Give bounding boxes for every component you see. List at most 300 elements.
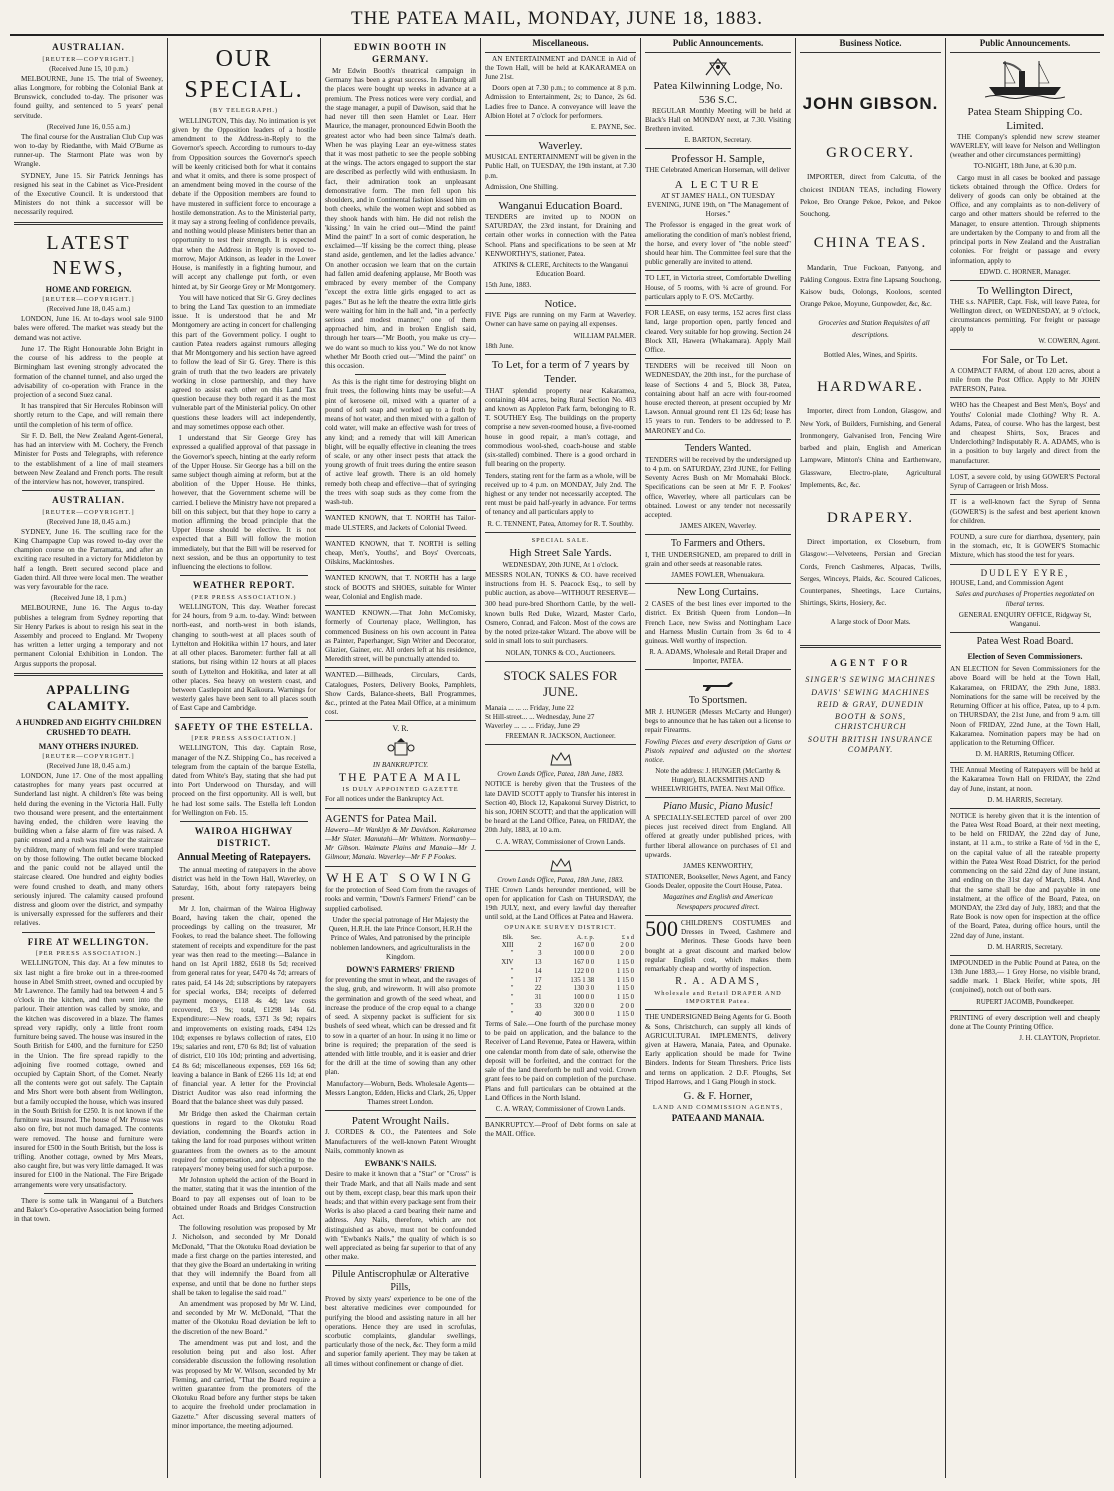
- ad-text: IMPORTER, direct from Calcutta, of the choicest INDIAN TEAS, including Flowery Pekoe, Bro Orange Pekoe, Pekoe, and Pekoe Souchong.: [800, 173, 941, 219]
- article-paragraph: SYDNEY, June 16. The sculling race for the King Champagne Cup was rowed to-day over the champion course on the Parramatta, and after an exciting race resulted in a victory for Middleton by half a length. Brett secured second place and Gaden third. All three were local men. The weather was very favourable for the race.: [14, 527, 163, 592]
- land-table-cell: 100 0 0: [573, 950, 595, 958]
- latest-news-heading: LATEST NEWS,: [46, 231, 131, 280]
- land-table-row: [485, 950, 636, 959]
- agents-heading: AGENTS for Patea Mail.: [325, 812, 437, 825]
- horner-ad: [645, 1009, 791, 1125]
- hardware-heading: HARDWARE.: [817, 379, 924, 396]
- column-4: [481, 38, 640, 1478]
- ad-heading: SPECIAL SALE.: [531, 536, 590, 544]
- ad-text: Manufactory—Woburn, Beds. Wholesale Agents—Messrs Langton, Edden, Hicks and Clark, 26, Upper Thames street London.: [325, 1079, 476, 1107]
- agency-item: SOUTH BRITISH INSURANCE COMPANY.: [807, 734, 934, 754]
- divider: [800, 645, 941, 648]
- received-line: (Received June 18, 0.45 a.m.): [46, 761, 131, 770]
- wanted-ad: [325, 536, 476, 568]
- signature: E. BARTON, Secretary.: [684, 136, 752, 145]
- divider: [180, 821, 308, 822]
- divider: [22, 932, 155, 933]
- ad-text: PRINTING of every description well and cheaply done at The County Printing Office.: [950, 1013, 1100, 1031]
- ad-date: WEDNESDAY, 20th JUNE, At 1 o'clock.: [502, 560, 619, 569]
- stock-row: Waverley ... ... ... Friday, June 29: [485, 722, 580, 731]
- ad-text: THE Annual Meeting of Ratepayers will be held at the Kakaramea Town Hall on FRIDAY, the 22nd day of June, instant, at noon.: [950, 766, 1100, 793]
- tolet-ad: [485, 354, 636, 528]
- public-announcements-header: Public Announcements.: [645, 38, 791, 53]
- signature: JAMES KENWORTHY,: [683, 862, 753, 871]
- ad-heading: DUDLEY EYRE,: [980, 567, 1070, 578]
- article-paragraph: LONDON, June 16. At to-days wool sale 9100 bales were offered. The market was steady but the demand was not active.: [14, 315, 163, 342]
- rate-notice-ad: [950, 808, 1100, 952]
- ad-text: WANTED KNOWN.—That John McComisky, formerly of Courtenay place, Wellington, has commenced Business on his own account in Patea as Painter, Paperhanger, Sign Writer and Decorator, Glazier, Gainer, etc. All orders left at his residence, Meredith street, will be punctually attended to.: [325, 609, 476, 664]
- article-paragraph: As this is the right time for destroying blight on fruit trees, the following hints may be useful:—A pint of kerosene oil, mixed with a quarter of a pound of soft soap and worked up to a froth by means of hot water, and then mixed with a gallon of cold water, will make an effective wash for trees of any kind; and a remedy that will kill American blight, will be equally effective in cleaning the trees of scale, or any other insect pests that attack the young growth of fruit trees during the entire season of active leaf growth. There is an old homely remedy both cheap and effective—that of syringing the trees with soap suds as they come from the wash-tub.: [325, 378, 476, 507]
- newspaper-page: [10, 4, 1104, 1484]
- section-heading: FIRE AT WELLINGTON.: [27, 936, 150, 947]
- masonic-emblem-icon: [698, 55, 738, 77]
- signature: EDWD. C. HORNER, Manager.: [979, 267, 1071, 276]
- signature: D. M. HARRIS, Secretary.: [987, 942, 1063, 951]
- signature: R. C. TENNENT, Patea, Attorney for R. T. Southby.: [487, 519, 634, 528]
- ad-text: REGULAR Monthly Meeting will be held at Black's Hall on MONDAY next, at 7.30. Visiting Brethren invited.: [645, 106, 791, 134]
- children-ad: [645, 915, 791, 1006]
- signature: D. M. HARRIS, Secretary.: [987, 795, 1063, 804]
- land-table-cell: ": [510, 985, 514, 993]
- ad-text: for preventing the smut in wheat, and the ravages of the slug, grub, and wireworm. It will also promote the germination and growth of the seed wheat, and increase the produce of the crop equal to a change of seed. A sixpenny packet is sufficient for six bushels of seed wheat, which can be dressed and fit to sow in a quarter of an hour. In using it no lime or brine is required; the preparation of the seed is attended with little trouble, and it is easier and drier for the drill at the time of sowing than any other plan.: [325, 976, 476, 1077]
- road-board-ad: [950, 632, 1100, 759]
- section-heading: EDWIN BOOTH IN GERMANY.: [353, 42, 447, 64]
- ad-text: WANTED KNOWN, that T. NORTH has a large stock of BOOTS and SHOES, suitable for Winter wear, Colonial and English made.: [325, 574, 476, 601]
- wanted-ad: [325, 510, 476, 532]
- ad-text: Hawera—Mr Wanklyn & Mr Davidson. Kakaramea—Mr Slater. Manutahi—Mr Whittem. Normanby—Mr Gibson. Waimate Plains and Manaia—Mr J. Gilmour, Manaia. Waverley—Mr F P Fookes.: [325, 825, 476, 862]
- wanganui-ad: [485, 195, 636, 290]
- section-heading: WAIROA HIGHWAY DISTRICT.: [194, 826, 294, 848]
- divider: [180, 575, 308, 576]
- article-paragraph: WELLINGTON, This day. Weather forecast for 24 hours, from 9 a.m. to-day. Wind: between north-east, and north-west in both islands, changing to south-west at all places south of Lyttelton and Hokitika within 17 hours, and later at all other places. Barometer: further fall at all stations, but rising within 12 hours at all places south of Lyttelton and Hokitika, and later at all other places. Sea heavy on western coast, and between Castlepoint and Kaikoura. Warnings for westerly gales have been sent to all places south of East Cape and Cambridge.: [172, 603, 316, 713]
- nails-heading: Patent Wrought Nails.: [351, 1115, 450, 1128]
- land-table-cell: 31: [534, 993, 542, 1001]
- signature: JAMES AIKEN, Waverley.: [679, 522, 757, 531]
- bankruptcy-ad: [485, 1117, 636, 1139]
- ad-text: WHO has the Cheapest and Best Men's, Boys' and Youths' Colonial made Clothing? Why R. A. Adams, Patea, of course. Who has the largest, best and cheapest Shirts, Sox, Braces and Underclothing? Indisputably R. A. ADAMS, who is in a position to buy largely and direct from the manufacturer.: [950, 401, 1100, 465]
- column-7: [946, 38, 1104, 1478]
- ad-text: IT is a well-known fact the Syrup of Senna (GOWER'S) is the safest and best aperient known for children.: [950, 498, 1100, 525]
- article-paragraph: WELLINGTON, This day. At a few minutes to six last night a fire broke out in a three-roomed house in Abel Smith street, owned and occupied by Mr Lawrence. The family had tea between 4 and 5 o'clock in the kitchen, and then went into the parlour. Their attention was called by smoke, and the kitchen was discovered in a blaze. The flames spread very rapidly, only a little front room furniture being saved. The house was insured in the South British for £400, and the furniture for £250 in the Union. The fire spread rapidly to the adjoining five roomed cottage, owned and occupied by Captain Short, of the Comet. Nearly all the contents were got out safely. The Captain and Mrs Short were both absent from Wellington, but a family occupied the house, which was insured in the South British for £250. It is not known if the furniture was insured. The house of Mr Prouse was also on fire, but not much damaged. The contents were removed. The house and furniture were insured for £500 in the South British, but the loss is trifling. Another cottage, owned by Mrs Mears, also caught fire, but was very little damaged. It was insured for £100 in the National. The Fire Brigade arrangements were very unsatisfactory.: [14, 959, 163, 1189]
- ad-text: MUSICAL ENTERTAINMENT will be given in the Public Hall, on TUESDAY, the 19th instant, at 7.30 p.m.: [485, 153, 636, 180]
- credit-line: (PER PRESS ASSOCIATION.): [191, 593, 297, 601]
- agency-item: SINGER'S SEWING MACHINES: [805, 675, 936, 685]
- signature: Note the address: J. HUNGER (McCarthy & Hunger), BLACKSMITHS AND WHEELWRIGHTS, PATEA. Next Mail Office.: [651, 767, 785, 794]
- ad-date: 18th June.: [485, 342, 514, 351]
- land-table-row: [485, 959, 636, 968]
- sale-ad: [485, 532, 636, 658]
- tenders-wanted-ad: [645, 439, 791, 531]
- signature: R. A. ADAMS,: [675, 976, 761, 988]
- ad-text: A COMPACT FARM, of about 120 acres, about a mile from the Post Office. Apply to Mr JOHN PATERSON, Patea.: [950, 366, 1100, 394]
- land-table-cell: 33: [534, 1002, 542, 1010]
- ad-heading: Patea Steam Shipping Co. Limited.: [967, 105, 1083, 132]
- tolet-ad: [645, 270, 791, 302]
- land-table-cell: ": [510, 950, 514, 958]
- ad-text: IMPOUNDED in the Public Pound at Patea, on the 13th June 1883,— 1 Grey Horse, no visible brand, saddle mark. 1 Black Heifer, white spots, JH (conjoined), notch out of both ears.: [950, 958, 1100, 995]
- land-table-cell: 13: [534, 959, 542, 967]
- section-subheading: HOME AND FOREIGN.: [45, 284, 132, 294]
- credit-line: [REUTER—COPYRIGHT.]: [42, 55, 135, 63]
- vr-line: V. R.: [392, 724, 409, 734]
- ad-text: Mandarin, True Fuckoan, Panyong, and Pakling Congous. Extra fine Lapsang Souchong, Kaisow buds, Oolongs, Kooloos, scented Orange Pekoe, Moyune, Gunpowder, &c, &c.: [800, 263, 941, 309]
- column-5: [641, 38, 795, 1478]
- section-heading: SAFETY OF THE ESTELLA.: [174, 721, 314, 732]
- ad-subheading: DOWN'S FARMERS' FRIEND: [346, 965, 455, 975]
- ad-text: LOST, a severe cold, by using GOWER'S Pectoral Syrup of Carrageen or Irish Moss.: [950, 472, 1100, 491]
- agents-ad: [325, 808, 476, 863]
- article-paragraph: June 17. The Right Honourable John Bright in the course of his address to the people at Birmingham last evening strongly advocated the formation of the channel tunnel, and also urged the advisability of co-operation with France in the projection of a second Suez canal.: [14, 344, 163, 399]
- ad-date: Crown Lands Office, Patea, 18th June, 1883.: [497, 875, 624, 884]
- crown-lands-ad: [485, 850, 636, 1114]
- land-table-row: [485, 968, 636, 977]
- section-subheading: MANY OTHERS INJURED.: [38, 741, 139, 751]
- ad-heading: STOCK SALES FOR JUNE.: [503, 667, 618, 700]
- ad-heading: To Let, for a term of 7 years by Tender.: [491, 359, 630, 386]
- ad-text: The Professor is engaged in the great work of ameliorating the condition of man's noblest friend, the horse, and every lover of "the noble steed" should hear him. The Committee feel sure that the public generally are invited to attend.: [645, 221, 791, 267]
- land-table-cell: ": [510, 1011, 514, 1019]
- ad-text: THE Company's splendid new screw steamer WAVERLEY, will leave for Nelson and Wellington (weather and other circumstances permitting): [950, 132, 1100, 160]
- ad-date: Crown Lands Office, Patea, 18th June, 1883.: [497, 770, 624, 779]
- article-paragraph: There is some talk in Wanganui of a Butchers and Baker's Co-operative Association being formed in that town.: [14, 1196, 163, 1224]
- crown-crest-icon: [548, 856, 574, 874]
- land-table-row: [485, 1003, 636, 1012]
- ad-text: J. CORDES & CO., the Patentees and Sole Manufacturers of the well-known Patent Wrought Nails, commonly known as: [325, 1128, 476, 1155]
- agency-item: BOOTH & SONS, CHRISTCHURCH: [834, 712, 907, 732]
- impounded-ad: [950, 955, 1100, 1007]
- signature: ATKINS & CLERE, Architects to the Wanganui Education Board.: [492, 261, 629, 279]
- ad-text: WANTED KNOWN, that T. NORTH has Tailor-made ULSTERS, and Jackets of Colonial Tweed.: [325, 514, 476, 532]
- land-table-row: [485, 1011, 636, 1020]
- ad-subheading: Election of Seven Commissioners.: [967, 652, 1083, 662]
- masthead-title: THE PATEA MAIL, MONDAY, JUNE 18, 1883.: [350, 8, 764, 29]
- gower-ad: [950, 494, 1100, 526]
- agent-for-heading: AGENT FOR: [830, 657, 911, 668]
- article-paragraph: The annual meeting of ratepayers in the above district was held in the Town Hall, Waverley, on Saturday, 16th, about forty ratepayers being present.: [172, 865, 316, 902]
- ad-heading: Wanganui Education Board.: [498, 199, 623, 212]
- land-table-cell: ": [510, 1002, 514, 1010]
- ad-text: Cargo must in all cases be booked and passage tickets obtained through the Office. Orders for delivery of goods can only be obtained at the Office, and any complaints as to non-delivery of cargo and other matters should be referred to the Manager, to ensure attention. Through shipments are undertaken by the Company to and from all the principal ports in New Zealand and the Australian colonies. For freight or passage and every information, apply to: [950, 173, 1100, 265]
- grocery-heading: GROCERY.: [826, 145, 915, 162]
- tenders-ad: [645, 358, 791, 436]
- signature: D. M. HARRIS, Returning Officer.: [975, 750, 1075, 759]
- section-heading: WEATHER REPORT.: [192, 580, 296, 591]
- signature: WILLIAM PALMER.: [573, 331, 636, 340]
- signature: NOLAN, TONKS & CO., Auctioneers.: [505, 648, 616, 657]
- land-table-row: [485, 994, 636, 1003]
- section-heading: AUSTRALIAN.: [52, 495, 125, 506]
- notice-ad: [485, 293, 636, 351]
- land-table-cell: 300 0 0: [573, 1011, 595, 1019]
- divider: [355, 374, 446, 375]
- ad-text: AN ENTERTAINMENT and DANCE in Aid of the Town Hall, will be held at KAKARAMEA on June 21st.: [485, 54, 636, 81]
- col-header: Sec.: [530, 933, 542, 941]
- ad-text: Groceries and Station Requisites of all descriptions.: [818, 318, 930, 339]
- received-line: (Received June 18, 1 p.m.): [50, 594, 127, 603]
- ad-text: NOTICE is hereby given that it is the intention of the Patea West Road Board, at their next meeting, to be held on FRIDAY, the 22nd day of June, instant, at 11 a.m., to strike a Rate of ½d in the £, on the capital value of all the rateable property within the Patea West Road District, for the period commencing on the said 22nd day of June instant, and ending on the 31st day of March, 1884. And that the same shall be due and payable in one instalment, at the office of the Board, Patea, on MONDAY, the 23rd day of July, 1883; and that the Rate Book is now open for inspection at the office of the Board, Patea, during office hours, until the 22nd day of June, instant.: [950, 811, 1100, 940]
- ad-text: for the protection of Seed Corn from the ravages of rooks and vermin, "Down's Farmers' Friend" can be supplied carbolised.: [325, 886, 476, 913]
- ad-heading: Professor H. Sample,: [671, 153, 765, 166]
- curtains-ad: [645, 583, 791, 666]
- pills-ad: [325, 1265, 476, 1368]
- ad-text: THAT splendid property near Kakaramea, containing 404 acres, being Rural Section No. 403 and known as Appleton Park farm, belonging to R. T. SOUTHEY Esq. The buildings on the property comprise a new seven-roomed house, a five-roomed house in good repair, a man's cottage, and commodious wool-shed, coach-house and stable (six-stalled) combined. There is a good orchard in full bearing on the property.: [485, 386, 636, 469]
- wheat-heading: WHEAT SOWING: [326, 869, 475, 885]
- ad-text: STATIONER, Bookseller, News Agent, and Fancy Goods Dealer, opposite the Court House, Patea.: [645, 872, 791, 891]
- received-line: (Received June 16, 0.55 a.m.): [46, 122, 131, 131]
- article-paragraph: An amendment was proposed by Mr W. Lind, and seconded by Mr W. McDonald, "That the matter of the Okotuku Road deviation be left to the discretion of the new Board.": [172, 1300, 316, 1336]
- signature: FREEMAN R. JACKSON, Auctioneer.: [505, 732, 616, 741]
- article-paragraph: The amendment was put and lost, and the resolution being put and also lost. After considerable discussion the following resolution was proposed by Mr W. Wilson, seconded by Mr Fleming, and carried, "That the Board require a written guarantee from the promoters of the Okotuku Road before any further steps be taken to acquire the freehold under proclamation in Gazette." After discussing several matters of minor importance, the meeting adjourned.: [172, 1338, 316, 1430]
- ad-text: A large stock of Door Mats.: [830, 617, 911, 626]
- credit-line: [REUTER—COPYRIGHT.]: [42, 508, 135, 516]
- steamship-icon: [985, 57, 1065, 101]
- stock-sales-ad: [485, 661, 636, 742]
- article-paragraph: Mr Johnston upheld the action of the Board in the matter, stating that it was the intention of the Board to pay all expenses out of loan to be obtained under Roads and Bridges Construction Act.: [172, 1176, 316, 1222]
- article-paragraph: Mr Bridge then asked the Chairman certain questions in regard to the Okotuku Road deviation, condemning the Board's action in taking the land for road purposes without written guarantees from the owners as to the amount required for compensation, and objecting to the ratepayers' money being used for such a purpose.: [172, 1109, 316, 1173]
- lecture-label: A LECTURE: [674, 178, 762, 191]
- land-table-cell: 1 15 0: [617, 993, 634, 1001]
- ad-text: GENERAL ENQUIRY OFFICE, Ridgway St, Wanganui.: [958, 610, 1092, 628]
- land-table-cell: 2 0 0: [620, 950, 634, 958]
- signature: RUPERT JACOMB, Poundkeeper.: [976, 997, 1074, 1006]
- crown-lands-ad: [485, 744, 636, 846]
- ad-subheading: High Street Sale Yards.: [509, 546, 612, 559]
- credit-line: (BY TELEGRAPH.): [209, 107, 279, 115]
- article-paragraph: The final course for the Australian Club Cup was won to-day by Riedanthe, with Maid O'Burne as runner-up. The Starmont Plate was won by Wrangle.: [14, 132, 163, 169]
- gun-icon: [701, 675, 735, 693]
- ad-heading: To Wellington Direct,: [977, 284, 1073, 297]
- land-table-cell: 135 1 38: [570, 976, 595, 984]
- ad-text: Tenders, stating rent for the farm as a whole, will be received up to 4 p.m. on MONDAY, July 2nd. The highest or any tender not necessarily accepted. The rent must be paid half-yearly in advance. For terms of tenancy and all particulars apply to: [485, 471, 636, 517]
- ad-heading: New Long Curtains.: [677, 587, 759, 599]
- land-table-cell: ": [510, 976, 514, 984]
- gazette-ad: [325, 720, 476, 804]
- land-table-cell: 1 15 0: [617, 959, 634, 967]
- gower-ad: [950, 469, 1100, 491]
- land-table-cell: 1 15 0: [617, 967, 634, 975]
- printing-ad: [950, 1010, 1100, 1043]
- farmers-ad: [645, 534, 791, 580]
- article-paragraph: It has transpired that Sir Hercules Robinson will shortly return to the Cape, and will remain there until the completion of his term of office.: [14, 402, 163, 429]
- column-6: [796, 38, 945, 1478]
- land-table-cell: 40: [534, 1011, 542, 1019]
- signature: C. A. WRAY, Commissioner of Crown Lands.: [495, 837, 626, 846]
- credit-line: [REUTER—COPYRIGHT.]: [42, 296, 135, 304]
- ad-text: A SPECIALLY-SELECTED parcel of over 200 pieces just received direct from England. All offered at greatly under published prices, with further liberal allowance on purchases of £1 and upwards.: [645, 813, 791, 859]
- article-paragraph: Mr J. Ion, chairman of the Wairoa Highway Board, having taken the chair, opened the proceedings by calling on the treasurer, Mr Fookes, to read the balance sheet. The following statement of receipts and expenditure for the past year was then read to the meeting:—Balance in hand on 1st April 1882, £618 0s 5d; received from general rates for year, £470 4s 7d; arrears of rates paid, £4 14s 2d; subscriptions by ratepayers for special works, £84; receipts of deferred payment moneys, £118 4s 4d; law costs recovered, £3 9s; total, £1298 14s 6d. Expenditure:—New roads, £371 3s 9d; repairs and improvements on existing roads, £494 12s 10d; expenses re bylaws collection of rates, £10 19s; salaries and rent, £70 6s 8d; list of valuation of district, £10 10s 10d; printing and advertising, £4 8s 6d; miscellaneous expenses, £69 16s 6d; leaving a balance in Bank of £266 11s 1d; at end of financial year. A letter for the Provincial District Auditor was also read informing the Board that the balance sheet was duly passed.: [172, 904, 316, 1107]
- district-label: OPUNAKE SURVEY DISTRICT.: [504, 924, 617, 932]
- land-table-cell: 167 0 0: [573, 941, 595, 949]
- wellington-ad: [950, 280, 1100, 346]
- ad-text: FIVE Pigs are running on my Farm at Waverley. Owner can have same on paying all expenses.: [485, 311, 636, 329]
- masthead: [10, 4, 1104, 36]
- ad-text: Proved by sixty years' experience to be one of the best alterative medicines ever compounded for purifying the blood and assisting nature in all her operations. Hence they are used in scrofulas, scorbutic complaints, glandular swellings, particularly those of the neck, &c. They form a mild and superior family aperient. They may be taken at all times without confinement or change of diet.: [325, 1295, 476, 1368]
- ad-text: Fowling Pieces and every description of Guns or Pistols repaired and adjusted on the shortest notice.: [645, 737, 791, 765]
- ad-text: THE s.s. NAPIER, Capt. Fisk, will leave Patea, for Wellington direct, on WEDNESDAY, at 9 o'clock, circumstances permitting. For freight or passage apply to: [950, 297, 1100, 334]
- ad-text: TO LET, in Victoria street, Comfortable Dwelling House, of 5 rooms, with ¼ acre of ground. For particulars apply to F. O'S. McCarthy.: [645, 274, 791, 301]
- ad-heading: Waverley.: [538, 140, 583, 152]
- ad-text: THE UNDERSIGNED Being Agents for G. Booth & Sons, Christchurch, can supply all kinds of AGRICULTURAL IMPLEMENTS, delivery given at Hawera, Manaia, Patea, and Opunake. Early application should be made for Twine Binders. Indents for Steam Threshers. Price lists and terms on application. 2 D.F. Ploughs, Set Tripod Harrows, and 1 Gang Plough in stock.: [645, 1013, 791, 1086]
- land-table-row: [485, 985, 636, 994]
- ad-text: TENDERS are invited up to NOON on SATURDAY, the 23rd instant, for Draining and certain other works in connection with the Patea School. Plans and specifications to be seen at Mr KENWORTHY'S, stationer, Patea.: [485, 213, 636, 258]
- land-table-row: [485, 977, 636, 986]
- agency-item: DAVIS' SEWING MACHINES: [811, 687, 930, 697]
- ad-text: NOTICE is hereby given that the Trustees of the late DAVID SCOTT apply to Transfer his interest in Section 40, Block 12, Kapakonui Survey District, to his son, JOHN SCOTT; and that the application will be heard at the Land Office, Patea, on FRIDAY, the 20th July, 1883, at 10 a.m.: [485, 780, 636, 835]
- ad-text: FOR LEASE, on easy terms, 152 acres first class land, large proportion open, partly fenced and cleared. Very suitable for hop growing. Section 24 Block XII, Hawera (Whakamara). Apply Mail Office.: [645, 309, 791, 354]
- ad-text: Doors open at 7.30 p.m.; to commence at 8 p.m. Admission to Entertainment, 2s; to Dance, 2s 6d. Ladies free to Dance. A conveyance will leave the Albion Hotel at 7 o'clock for performers.: [485, 84, 636, 120]
- ad-heading: Patea West Road Board.: [976, 636, 1074, 648]
- section-subheading: A HUNDRED AND EIGHTY CHILDREN CRUSHED TO DEATH.: [15, 718, 162, 738]
- credit-line: [REUTER—COPYRIGHT.]: [42, 752, 135, 760]
- divider: [14, 673, 163, 676]
- received-line: (Received June 18, 0.45 a.m.): [46, 305, 131, 314]
- signature: E. PAYNE, Sec.: [590, 123, 636, 132]
- business-notice-header: Business Notice.: [800, 38, 941, 53]
- signature: C. A. WRAY, Commissioner of Crown Lands.: [495, 1104, 626, 1113]
- stock-row: Manaia ... ... ... Friday, June 22: [485, 703, 574, 712]
- signature: R. A. ADAMS, Wholesale and Retail Draper and Importer, PATEA.: [649, 648, 787, 666]
- received-line: (Received June 18, 0.45 a.m.): [46, 517, 131, 526]
- ad-text: TO-NIGHT, 18th June, at 6.30 p.m.: [973, 162, 1077, 171]
- ad-text: MESSRS NOLAN, TONKS & CO. have received instructions from H. S. Peacock Esq., to sell by public auction, as above—WITHOUT RESERVE—: [485, 570, 636, 598]
- calamity-heading: APPALLING CALAMITY.: [46, 681, 131, 714]
- ad-text: HOUSE, Land, and Commission Agent: [950, 579, 1064, 588]
- land-table-cell: 320 0 0: [573, 1002, 595, 1010]
- ad-text: AT ST JAMES' HALL, ON TUESDAY EVENING, JUNE 19th, on "The Management of Horses.": [647, 191, 789, 219]
- public-announcements-header: Public Announcements.: [950, 38, 1100, 53]
- ad-text: Desire to make it known that a "Star" or "Cross" is their Trade Mark, and that all Nails made and sent out by them, except clasp, bear this mark upon their heads; and that within every package sent from their Works is also placed a card bearing their name and address. Any Nails, therefore, which are not distinguished as above, must not be confounded with "Ewbank's Nails," the quality of which is so well appreciated as being far superior to that of any other make.: [325, 1170, 476, 1262]
- credit-line: [PER PRESS ASSOCIATION.]: [191, 735, 297, 743]
- waverley-ad: [485, 135, 636, 192]
- ad-text: Terms of Sale.—One fourth of the purchase money to be paid on application, and the balance to the Receiver of Land Revenue, Patea or Hawera, within one calendar month from date of sale, otherwise the deposit will be forfeited, and the contract for the sale of the land thereforth be null and void. Crown grant fees to be paid on completion of the purchase. Plans and full particulars can be obtained at the Land Offices in the North Island.: [485, 1019, 636, 1102]
- ad-text: BANKRUPTCY.—Proof of Debt forms on sale at the MAIL Office.: [485, 1120, 636, 1139]
- ad-text: 2 CASES of the best lines ever imported to the district. Ex British Queen from London—In French Lace, new Swiss and Nottingham Lace and Harness Muslin Curtain from 3s 6d to 4 guineas. Well worthy of inspection.: [645, 600, 791, 646]
- drapery-heading: DRAPERY.: [826, 510, 914, 527]
- land-table-cell: 1 15 0: [617, 985, 634, 993]
- land-table-cell: 1 15 0: [617, 1011, 634, 1019]
- ad-text: Bottled Ales, Wines, and Spirits.: [823, 350, 918, 359]
- signature: G. & F. Horner,: [683, 1090, 753, 1103]
- divider: [14, 222, 163, 225]
- ad-text: I, THE UNDERSIGNED, am prepared to drill in grain and other seeds at reasonable rates.: [645, 550, 791, 569]
- royal-crest-icon: [387, 737, 415, 759]
- gazette-sub: IS DULY APPOINTED GAZETTE: [342, 786, 459, 794]
- column-2: [168, 38, 320, 1478]
- article-paragraph: I understand that Sir George Grey has expressed a qualified approval of that passage in the Governor's speech, hinting at the early reform of the Upper House. Sir George has a bill on the same subject though aiming at reform, but at the abolition of the Upper House. He thinks, however, that the Government scheme will be carried. I believe the Ministry have not prepared a bill on this subject, but that they hope to carry a motion affirming the broad principle that the Upper House should be elective. It is not expected that a Bill will follow the motion immediately, but that the Bill will be reserved for next session, and be thus an opportunity to test influencing the elections to follow.: [172, 434, 316, 572]
- ad-text: FOUND, a sure cure for diarrhœa, dysentery, pain in the stomach, etc, It is GOWER'S Stomachic Mixture, which has stood the test for years.: [950, 532, 1100, 560]
- column-3: [321, 38, 480, 1478]
- ad-text: 300 head pure-bred Shorthorn Cattle, by the well-known bulls Red Duke, Wizard, Master Carlo, Osmero, Conrad, and Falcon. Most of the cows are by the noted prize-taker Wizard. The above will be sold in small lots to suit purchasers.: [485, 600, 636, 646]
- wanted-ad: [325, 667, 476, 717]
- china-teas-heading: CHINA TEAS.: [813, 235, 928, 252]
- big-number: 500: [645, 915, 678, 941]
- ad-text: AN ELECTION for Seven Commissioners for the above Board will be held at the Town Hall, Kakaramea, on FRIDAY, the 29th June, 1883. Nominations for the same will be received by the Returning Officer at his office, Patea, up to 4 p.m. on THURSDAY, the 21st June, and from 9 a.m. till Noon of FRIDAY, 22nd June, at the Town Hall, Kakaramea. Nomination papers may be had on application to the Returning Officer.: [950, 665, 1100, 747]
- article-paragraph: You will have noticed that Sir G. Grey declines to bring the Land Tax question to an immediate issue. It is understood that he and Mr Montgomery are acting in concert for challenging this part of the Government policy. I ought to caution Patea readers against rumours alleging that Mr Montgomery and his section have agreed to follow the lead of Sir G. Grey. There is this grain of truth that the two leaders are privately working in close partnership, and they have agreed to assist each other on this Land Tax question because they both regard it as the most vulnerable part of the Ministerial policy. On other questions these leaders will act independently, and may sometimes oppose each other.: [172, 293, 316, 431]
- lodge-name: Patea Kilwinning Lodge, No. 536 S.C.: [653, 79, 783, 106]
- article-paragraph: MELBOURNE, June 15. The trial of Sweeney, alias Longmore, for robbing the Colonial Bank at Brunswick, concluded to-day. The prisoner was found guilty, and sentenced to 5 years' penal servitude.: [14, 74, 163, 120]
- land-table-row: [485, 942, 636, 951]
- land-table-cell: 2: [538, 941, 542, 949]
- signature: J. H. CLAYTON, Proprietor.: [1019, 1034, 1100, 1043]
- gazette-title: THE PATEA MAIL: [338, 769, 463, 784]
- ad-text: Direct importation, ex Closeburn, from Glasgow:—Velveteens, Persian and Grecian Cords, French Cashmeres, Alpacas, Twills, Serges, Winceys, Plaids, &c. Scoured Calicoes, Counterpanes, Sheetings, Lace Curtains, Shirtings, Skirts, Hosiery, &c.: [800, 538, 941, 608]
- article-paragraph: The following resolution was proposed by Mr J. Nicholson, and seconded by Mr Donald McDonald, "That the Okotuku Road deviation be made a first charge on the parties interested, and that they give the Board an undertaking in writing that they will indemnify the Board from all expense, and until that be done no further steps shall be taken to legalise the said road.": [172, 1224, 316, 1297]
- land-table-cell: 3: [538, 950, 542, 958]
- agency-item: REID & GRAY, DUNEDIN: [817, 699, 924, 709]
- ad-heading: Tenders Wanted.: [684, 442, 752, 454]
- article-paragraph: SYDNEY, June 15. Sir Patrick Jennings has resigned his seat in the Cabinet as Vice-President of the Executive Council. It is understood that Ministers do not think a successor will be necessarily required.: [14, 171, 163, 217]
- ad-text: TENDERS will be received till Noon on WEDNESDAY, the 20th inst., for the purchase of lease of Sections 4 and 5, Block 38, Patea, containing about half an acre with four-roomed house erected thereon, at present occupied by Mr Lawson. Annual ground rent £1 12s 6d; lease has 15 years to run. Tenders to be addressed to P. MARONEY and Co.: [645, 362, 791, 435]
- wanted-ad: [325, 570, 476, 602]
- ad-subheading: LAND AND COMMISSION AGENTS,: [652, 1104, 784, 1112]
- gower-ad: [950, 529, 1100, 561]
- miscellaneous-header: Miscellaneous.: [485, 38, 636, 53]
- article-paragraph: Mr Edwin Booth's theatrical campaign in Germany has been a great success. In Hamburg all the places were bought up weeks in advance at a premium. The Press notices were very cordial, and the stage manager, a pupil of Dawison, said that he had never till then seen Hamlet or Lear. Herr Maurice, the manager, pronounced Edwin Booth the greatest actor who had been since Talma's death. When he was playing Lear an eye-witness states that it was most pathetic to see the people sobbing at the wings. The actors engaged to support the star are described as perfectly wild with enthusiasm. In fact, their admiration took an unpleasant demonstrative form. The men fell upon his shoulders, and in Continental fashion kissed him on both cheeks, while the women wept and sobbed as they shook hands with him. He did not relish the 'kissing.' In vain he cried out—'Mind the paint! Mind the paint!' In a sort of comic desperation, he exclaimed—'If kissing be the correct thing, please stand aside, gentlemen, and let the ladies advance.' On another occasion we learn that on the curtain had fallen amid deafening applause, Mr Booth was embraced by every member of the Company "except the extra little girls engaged to act as pages." But as he left the theatre the extra little girls were waiting for him in the hall and, "in a perfectly serious and modest manner," one of them approached him, and in broken English said, through her tears—"Mr Booth, you make us cry—we do want so much to kiss you." We do not know whether Mr Booth cried out—"Mind the paint" on this occasion.: [325, 67, 476, 371]
- ad-text: Importer, direct from London, Glasgow, and New York, of Builders, Furnishing, and General Ironmongery, Galvanised Iron, Fencing Wire barbed and plain, English and American Lampware, Minton's China and Earthenware, Glassware, Electro-plate, Agricultural Implements, &c, &c.: [800, 407, 941, 489]
- lease-ad: [645, 305, 791, 355]
- ad-text: MR J. HUNGER (Messrs McCarty and Hunger) begs to announce that he has taken out a license to repair Firearms.: [645, 707, 791, 735]
- ad-date: 15th June, 1883.: [485, 281, 532, 290]
- crown-crest-icon: [548, 750, 574, 768]
- article-paragraph: Sir F. D. Bell, the New Zealand Agent-General, has had an interview with M. Cochery, the French Minister for Posts and Telegraphs, with reference to the establishment of a line of mail steamers between New Zealand and French ports. The result of the interview has not, however, transpired.: [14, 431, 163, 486]
- divider: [44, 1193, 133, 1194]
- land-table-cell: 1 15 0: [617, 976, 634, 984]
- land-table-cell: 130 3 0: [573, 985, 595, 993]
- ad-text: Under the special patronage of Her Majesty the Queen, H.R.H. the late Prince Consort, H.R.H the Prince of Wales, And patronised by the principle noblemen landowners, and agriculturalists in the Kingdom.: [328, 915, 473, 961]
- section-heading: AUSTRALIAN.: [52, 42, 125, 52]
- land-table-header: [485, 934, 636, 942]
- ad-heading: To Sportsmen.: [688, 695, 748, 707]
- land-table-cell: 17: [534, 976, 542, 984]
- article-paragraph: WELLINGTON, This day. No intimation is yet given by the Opposition leaders of a hostile amendment to the Address-in-Reply to the Governor's speech. According to rumours to-day from Opposition sources the Governor's speech will be keenly criticised both for what it contains and what it omits, and there is some prospect of an amendment being moved in the course of the debate if the Opposition members are found to have mustered in sufficient force to encourage a hostile demonstration. As to the Ministerial party, it may say a strong feeling of confidence prevails, and nothing would please Ministers better than an opportunity to test their strength. It is expected that when the Address in Reply is moved to-morrow, Major Atkinson, as leader in the Lower House, is manifestly in a fighting humour, and will accept any challenge put forth, or even hinted at, by Sir George Grey or Mr Montgomery.: [172, 116, 316, 291]
- ad-subheading: Wholesale and Retail DRAPER AND IMPORTER Patea.: [654, 989, 782, 1006]
- col-header: A. r. p.: [576, 933, 595, 941]
- ad-text: Admission, One Shilling.: [485, 182, 559, 191]
- received-line: (Received June 15, 10 p.m.): [49, 64, 128, 73]
- col-header: £ s d: [621, 933, 634, 941]
- ad-heading: To Farmers and Others.: [670, 538, 766, 550]
- ad-text: For all notices under the Bankruptcy Act.: [325, 795, 444, 804]
- wanted-ad: [325, 605, 476, 664]
- john-gibson-title: JOHN GIBSON.: [802, 93, 939, 113]
- wheat-ad: [325, 866, 476, 1108]
- land-table: [485, 934, 636, 1020]
- ad-heading: Piano Music, Piano Music!: [663, 801, 773, 813]
- land-table-cell: ": [510, 967, 514, 975]
- land-table-cell: 2 0 0: [620, 941, 634, 949]
- sportsmen-ad: [645, 669, 791, 794]
- ad-text: WANTED KNOWN, that T. NORTH is selling cheap, Men's, Youths', and Boys' Overcoats, Oilskins, Mackintoshes.: [325, 539, 476, 567]
- land-table-body: [485, 942, 636, 1020]
- ad-heading: Notice.: [544, 297, 577, 310]
- ad-text: CHILDREN'S COSTUMES and Dresses in Tweed, Cashmere and Merinos. These Goods have been bought at a great discount and marked below regular English cost, which makes them remarkably cheap and worthy of inspection.: [645, 918, 791, 973]
- ad-text: Sales and purchases of Properties negotiated on liberal terms.: [955, 590, 1095, 608]
- land-table-cell: 2 0 0: [620, 1002, 634, 1010]
- ad-place: PATEA AND MANAIA.: [671, 1113, 765, 1124]
- article-paragraph: WELLINGTON, This day. Captain Rose, manager of the N.Z. Shipping Co., has received a telegram from the captain of the barque Estella, dated from White's Bay, stating that she had put into Port Underwood on Thursday, and will proceed on the first opportunity. All is well, but he had lost some sails. The Estella left London for Wellington on Feb. 15.: [172, 744, 316, 817]
- piano-ad: [645, 797, 791, 912]
- article-paragraph: MELBOURNE, June 16. The Argus to-day publishes a telegram from Sydney reporting that Sir Henry Parkes is about to resign his seat in the Assembly and proceed to England. Mr Twopeny has written a letter urging a temporary and not permanent Colonial Exhibition in London. The Argus supports the proposal.: [14, 604, 163, 668]
- sample-ad: [645, 148, 791, 267]
- our-special-heading: OUR SPECIAL.: [184, 46, 304, 103]
- stock-row: St Hill-street... ... Wednesday, June 27: [485, 712, 595, 721]
- land-table-cell: 22: [534, 985, 542, 993]
- ad-heading: For Sale, or To Let.: [982, 353, 1068, 366]
- bankruptcy-line: IN BANKRUPTCY.: [372, 760, 429, 769]
- clothing-ad: [950, 397, 1100, 466]
- land-table-cell: ": [510, 993, 514, 1001]
- column-1: [10, 38, 167, 1478]
